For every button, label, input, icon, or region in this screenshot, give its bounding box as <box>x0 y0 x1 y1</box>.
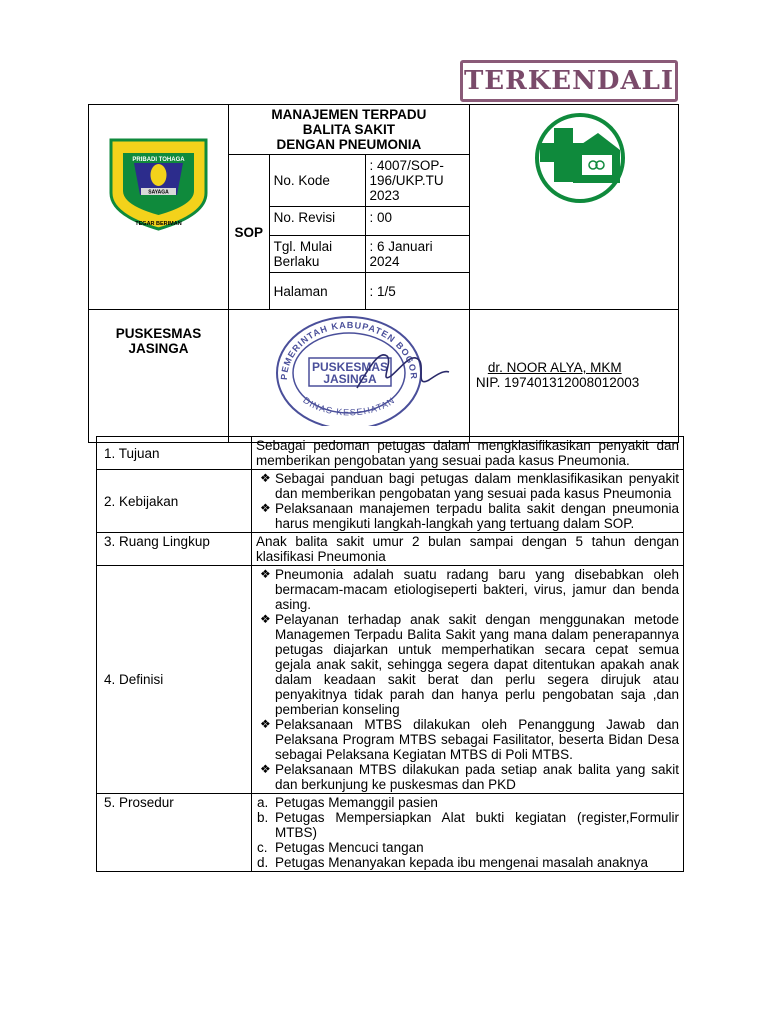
prosedur-text: Petugas Mencuci tangan <box>275 840 424 855</box>
prosedur-text: Petugas Menanyakan kepada ibu mengenai masalah anaknya <box>275 855 649 870</box>
sop-title <box>229 105 470 155</box>
prosedur-item <box>256 795 679 810</box>
prosedur-content <box>252 794 684 872</box>
terkendali-stamp <box>460 60 678 102</box>
prosedur-item <box>256 855 679 870</box>
definisi-label: 4. Definisi <box>97 566 252 794</box>
tujuan-text: Sebagai pedoman petugas dalam mengklasifikasikan penyakit dan memberikan pengobatan yang sesuai pada kasus Pneumonia. <box>252 437 684 470</box>
org-line-1: PUSKESMAS <box>115 326 202 341</box>
revisi-key: No. Revisi <box>269 207 365 236</box>
stamp-ring-top: PEMERINTAH KABUPATEN BOGOR <box>278 319 420 381</box>
sop-label: SOP <box>229 155 270 310</box>
regency-logo-cell <box>89 105 229 310</box>
svg-text:DINAS KESEHATAN <box>301 395 397 417</box>
kebijakan-label: 2. Kebijakan <box>97 470 252 533</box>
puskesmas-logo-cell <box>469 105 678 310</box>
kebijakan-content <box>252 470 684 533</box>
kebijakan-item: ❖ Pelaksanaan manajemen terpadu balita sakit dengan pneumonia harus mengikuti langkah-langkah yang tertuang dalam SOP. <box>256 501 679 531</box>
tgl-value: : 6 Januari 2024 <box>365 236 469 273</box>
tgl-key: Tgl. Mulai Berlaku <box>269 236 365 273</box>
definisi-item: ❖ Pelaksanaan MTBS dilakukan pada setiap anak balita yang sakit dan berkunjung ke puskesmas dan PKD <box>256 762 679 792</box>
org-line-2: JASINGA <box>128 341 189 356</box>
title-line-2: BALITA SAKIT <box>302 122 396 137</box>
kebijakan-item: ❖ Sebagai panduan bagi petugas dalam menklasifikasikan penyakit dan memberikan pengobatan yang sesuai pada kasus Pneumonia <box>256 471 679 501</box>
emblem-inner-text: SAYAGA <box>148 189 169 196</box>
terkendali-label: TERKENDALI <box>463 66 675 96</box>
title-line-1: MANAJEMEN TERPADU <box>271 107 427 122</box>
stamp-ring-bottom: DINAS KESEHATAN <box>301 394 397 418</box>
halaman-value: : 1/5 <box>365 273 469 310</box>
signer-name: dr. NOOR ALYA, MKM <box>487 360 622 375</box>
kode-key: No. Kode <box>269 155 365 207</box>
definisi-item: ❖ Pelayanan terhadap anak sakit dengan menggunakan metode Managemen Terpadu Balita Sakit yang mana dalam penerapannya petugas diajarkan untuk memperhatikan secara cepat semua gejala anak sakit, sehingga segera dapat ditentukan apakah anak dalam keadaan sakit berat dan perlu segera dirujuk atau penyakitnya tidak parah dan hanya perlu pengobatan saja ,dan pemberian konseling <box>256 612 679 717</box>
definisi-item: ❖ Pneumonia adalah suatu radang baru yang disebabkan oleh bermacam-macam etiologiseperti bakteri, virus, jamur dan benda asing. <box>256 567 679 612</box>
prosedur-item <box>256 810 679 840</box>
prosedur-label: 5. Prosedur <box>97 794 252 872</box>
revisi-value: : 00 <box>365 207 469 236</box>
prosedur-marker: b. <box>257 810 269 825</box>
puskesmas-logo-icon <box>470 105 685 299</box>
emblem-top-text: PRIBADI TOHAGA <box>132 157 185 163</box>
emblem-motto-text: TEGAR BERIMAN <box>135 221 182 227</box>
prosedur-text: Petugas Memanggil pasien <box>275 795 438 810</box>
title-line-3: DENGAN PNEUMONIA <box>276 137 422 152</box>
prosedur-marker: d. <box>257 855 269 870</box>
organization-name <box>89 310 229 443</box>
stamp-center-1: PUSKESMAS <box>311 360 389 374</box>
signer-cell <box>469 310 678 443</box>
tujuan-label: 1. Tujuan <box>97 437 252 470</box>
stamp-center-2: JASINGA <box>323 372 377 386</box>
sop-body-table <box>96 436 684 872</box>
signer-nip: NIP. 197401312008012003 <box>475 375 640 390</box>
ruang-label: 3. Ruang Lingkup <box>97 533 252 566</box>
regency-emblem-icon <box>89 105 228 299</box>
definisi-item: ❖ Pelaksanaan MTBS dilakukan oleh Penanggung Jawab dan Pelaksana Program MTBS sebagai Fasilitator, beserta Bidan Desa sebagai Pelaksana Kegiatan MTBS di Poli MTBS. <box>256 717 679 762</box>
definisi-content <box>252 566 684 794</box>
official-stamp-cell <box>229 310 470 443</box>
sop-header-table <box>88 104 679 443</box>
official-stamp-icon <box>229 310 465 426</box>
prosedur-marker: c. <box>257 840 268 855</box>
prosedur-item <box>256 840 679 855</box>
ruang-text: Anak balita sakit umur 2 bulan sampai dengan 5 tahun dengan klasifikasi Pneumonia <box>252 533 684 566</box>
halaman-key: Halaman <box>269 273 365 310</box>
kode-value: : 4007/SOP-196/UKP.TU 2023 <box>365 155 469 207</box>
prosedur-marker: a. <box>257 795 269 810</box>
prosedur-text: Petugas Mempersiapkan Alat bukti kegiatan (register,Formulir MTBS) <box>275 810 679 840</box>
